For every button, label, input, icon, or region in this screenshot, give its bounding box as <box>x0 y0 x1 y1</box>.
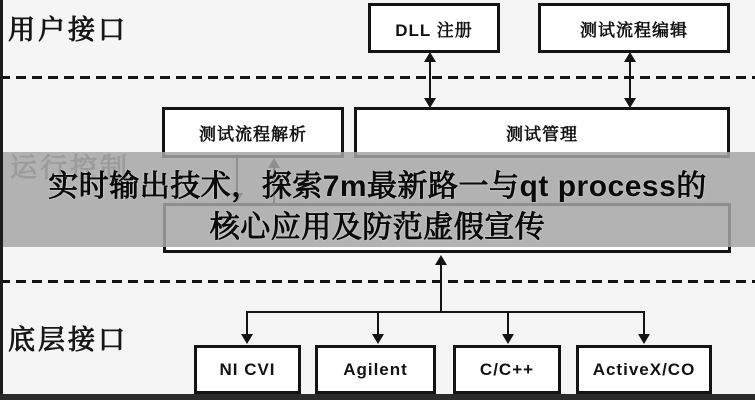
arrow-dll-manager-up-icon <box>424 52 436 62</box>
box-driver-activex <box>576 345 712 394</box>
driver-bus-line <box>247 311 645 313</box>
stub-cpp-shaft <box>507 311 509 335</box>
stub-nicvi-down-icon <box>241 334 253 344</box>
arrow-dll-manager-shaft <box>429 58 431 102</box>
stub-nicvi-shaft <box>246 311 248 335</box>
arrow-bus-exec-up-icon <box>435 255 447 265</box>
stub-agilent-shaft <box>377 311 379 335</box>
left-edge-bar <box>0 0 3 400</box>
box-dll-register <box>368 3 500 53</box>
layer-divider-bottom <box>0 280 755 283</box>
bottom-edge-bar <box>0 394 755 400</box>
layer-divider-top <box>0 76 755 79</box>
arrow-bus-exec-shaft <box>440 263 442 312</box>
box-flow-parser-label: 测试流程解析 <box>199 125 307 144</box>
box-driver-agilent-label: Agilent <box>343 359 408 379</box>
user-interface-layer-label: 用户接口 <box>8 15 128 45</box>
stub-agilent-down-icon <box>372 334 384 344</box>
stub-activex-down-icon <box>638 334 650 344</box>
stub-activex-shaft <box>643 311 645 335</box>
box-driver-nicvi-label: NI CVI <box>219 359 276 379</box>
box-driver-cpp-label: C/C++ <box>479 359 535 379</box>
box-flow-parser <box>162 107 344 158</box>
box-driver-nicvi <box>194 345 301 394</box>
box-driver-activex-label: ActiveX/CO <box>592 359 696 379</box>
box-dll-register-label: DLL 注册 <box>395 20 473 40</box>
box-driver-agilent <box>315 345 436 394</box>
arrow-editor-manager-shaft <box>629 58 631 102</box>
headline-line2: 核心应用及防范虚假宣传 <box>209 211 546 244</box>
arrow-editor-manager-up-icon <box>624 52 636 62</box>
bottom-interface-layer-label: 底层接口 <box>8 325 128 355</box>
headline-line1: 实时输出技术，探索7m最新路一与qt process的 <box>48 170 707 203</box>
box-test-manager <box>354 107 730 158</box>
box-flow-editor-label: 测试流程编辑 <box>580 20 688 40</box>
box-driver-cpp <box>453 345 561 394</box>
stub-cpp-down-icon <box>502 334 514 344</box>
box-test-manager-label: 测试管理 <box>506 125 578 144</box>
box-flow-editor <box>538 3 730 53</box>
